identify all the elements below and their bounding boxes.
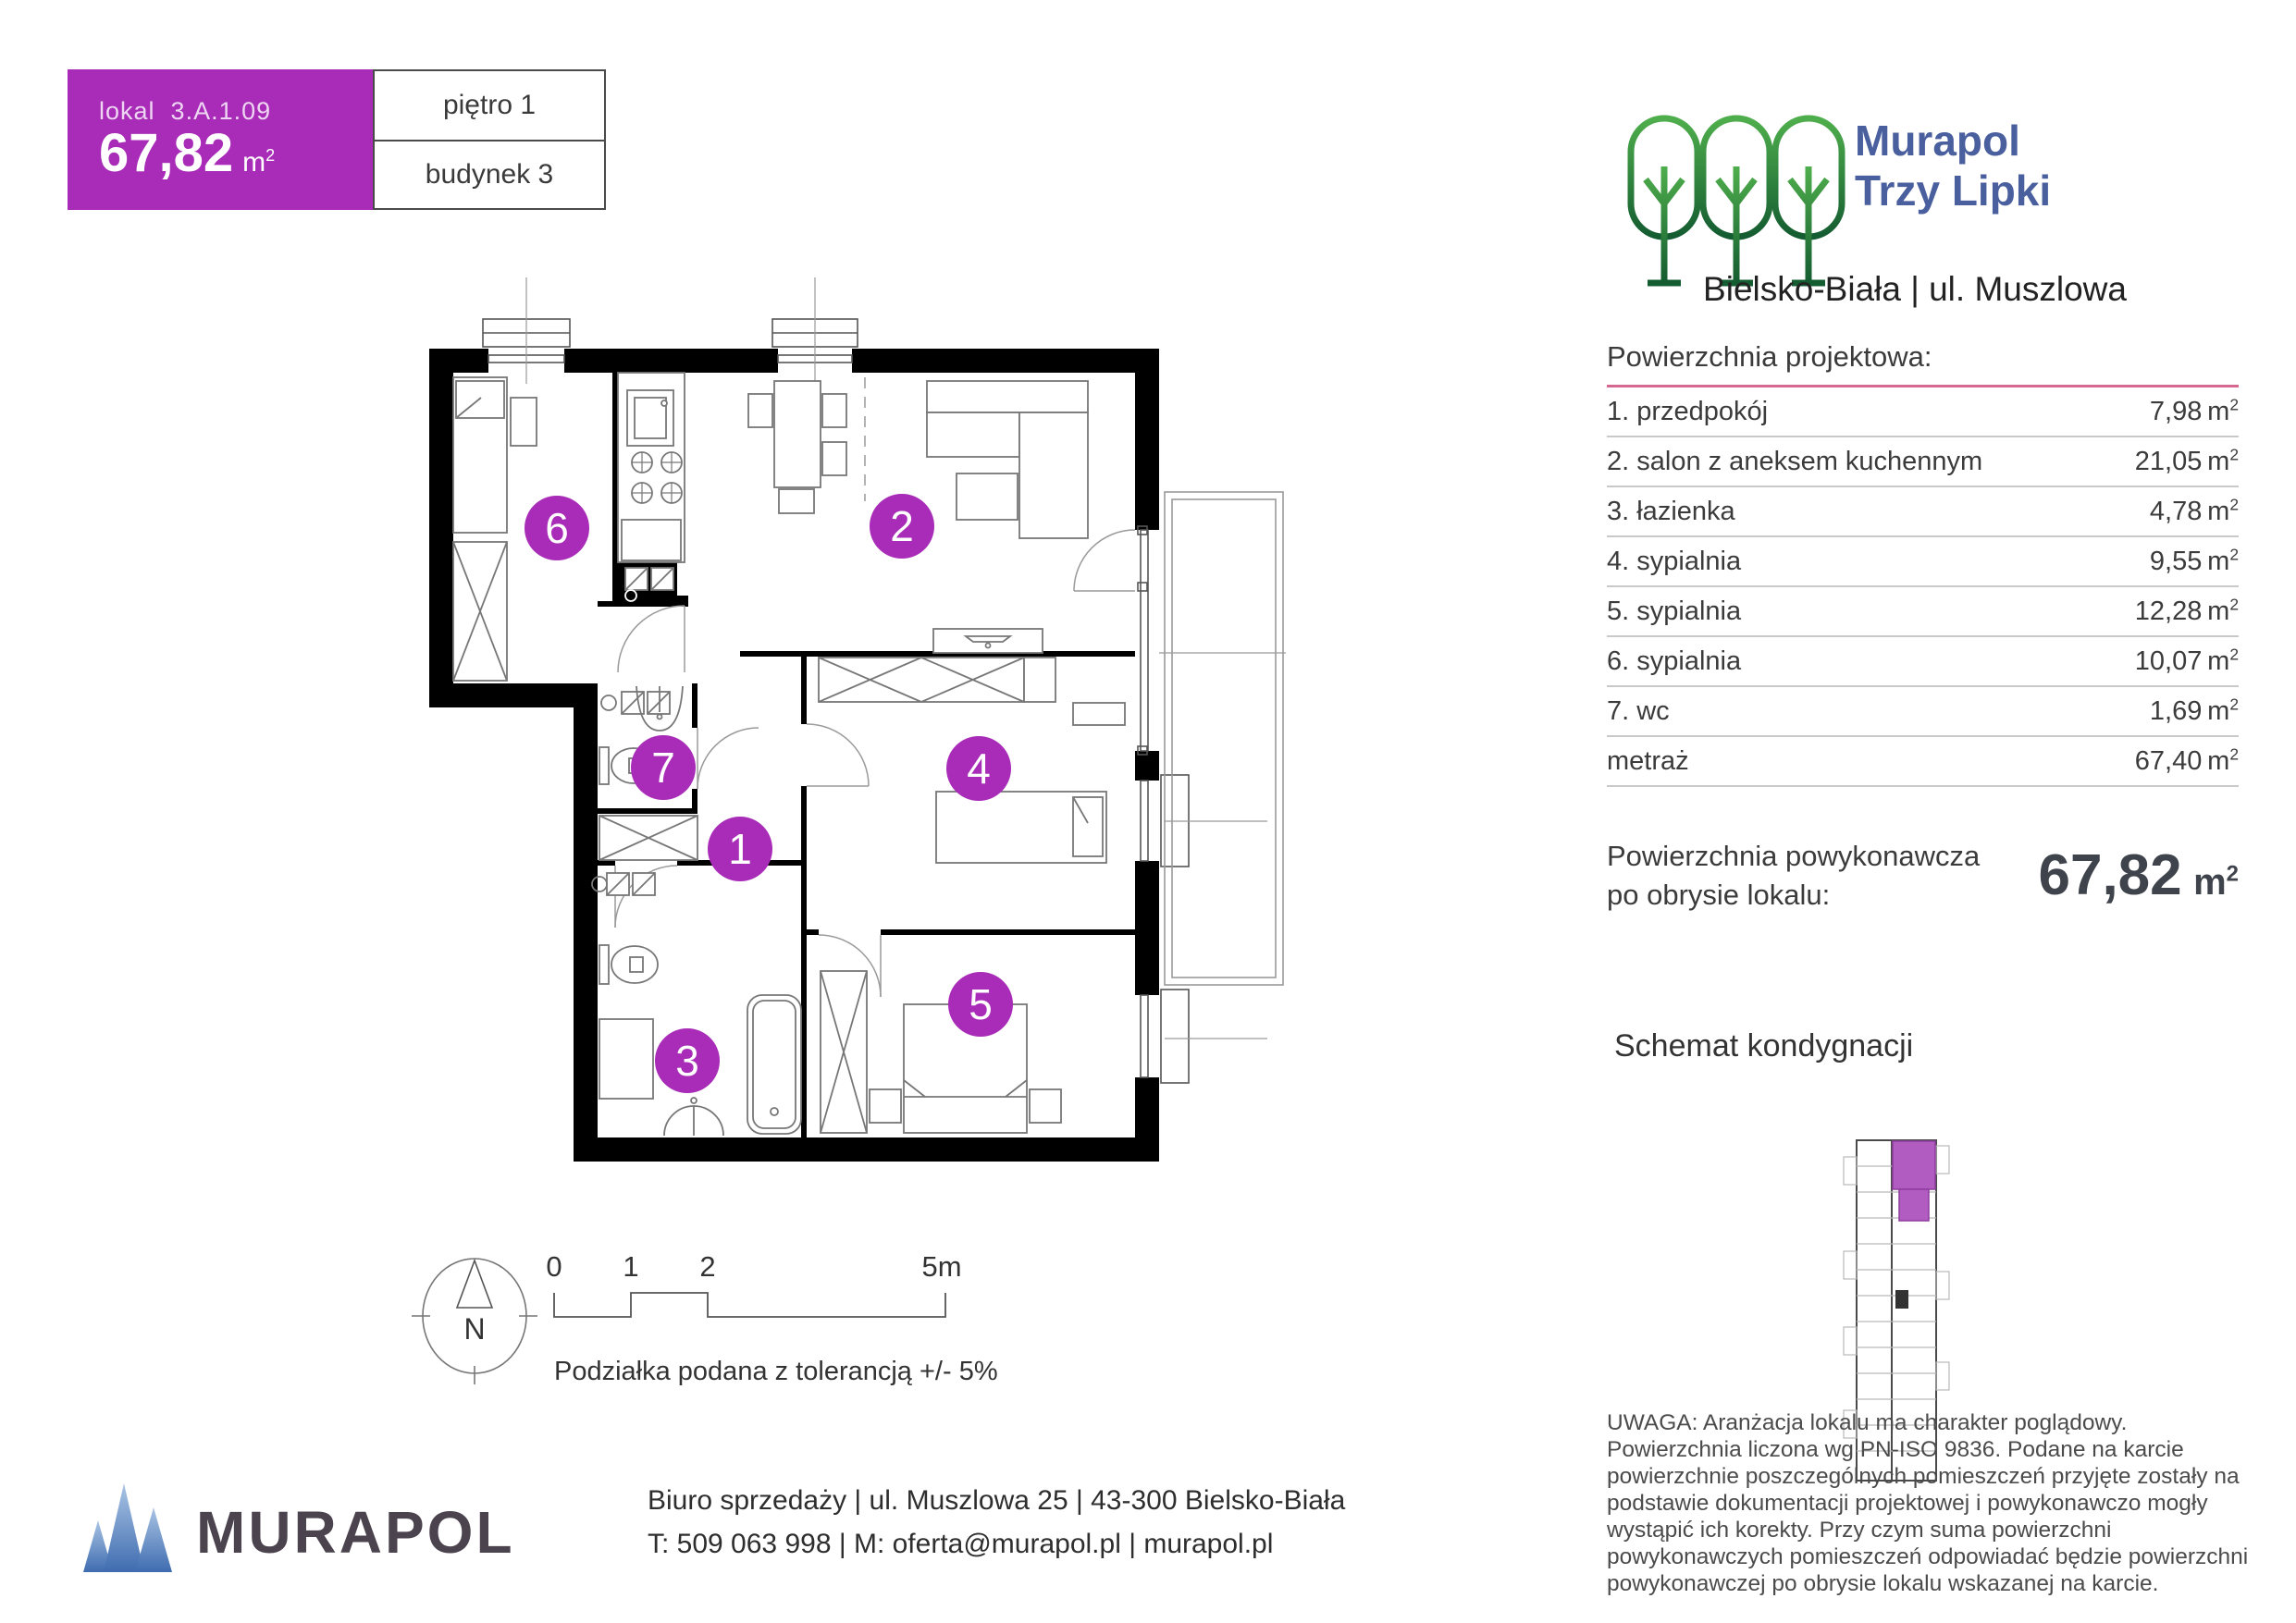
- row-label: 6. sypialnia: [1607, 646, 1742, 676]
- svg-text:0: 0: [546, 1250, 562, 1283]
- svg-text:1: 1: [728, 825, 752, 873]
- room-marker-2: [870, 494, 934, 559]
- row-value: 67,40 $m^2$: [2134, 744, 2239, 776]
- row-label: 4. sypialnia: [1607, 546, 1742, 576]
- sofa-set: [927, 381, 1088, 538]
- room-marker-7: [631, 735, 696, 800]
- brand-name: [1855, 116, 2051, 216]
- brand-name-line2: Trzy Lipki: [1855, 166, 2052, 215]
- balcony: [1165, 492, 1283, 985]
- lokal-number: 3.A.1.09: [170, 97, 272, 126]
- svg-text:3: 3: [675, 1037, 699, 1085]
- svg-text:1: 1: [623, 1250, 639, 1283]
- bedroom5-furniture: [821, 971, 1061, 1133]
- lokal-word: lokal: [99, 97, 155, 126]
- hall-wardrobe: [599, 816, 697, 860]
- schematic-title: Schemat kondygnacji: [1614, 1028, 1914, 1064]
- company-name: MURAPOL: [196, 1499, 515, 1566]
- row-value: 7,98 $m^2$: [2149, 394, 2239, 426]
- room-marker-5: [948, 972, 1013, 1037]
- sales-office-info: [648, 1480, 1345, 1566]
- table-row: [1607, 537, 2239, 587]
- table-row: [1607, 637, 2239, 687]
- svg-text:7: 7: [651, 744, 675, 792]
- row-value: 21,05 $m^2$: [2134, 444, 2239, 476]
- row-label: 5. sypialnia: [1607, 596, 1742, 626]
- room-marker-1: [708, 817, 772, 881]
- design-areas-table: [1607, 340, 2239, 787]
- row-label: 2. salon z aneksem kuchennym: [1607, 446, 1983, 476]
- bathroom-fixtures: [592, 873, 801, 1136]
- floor-cell: piętro 1: [442, 90, 537, 120]
- brand-name-line1: Murapol: [1855, 117, 2020, 165]
- areas-table-title: Powierzchnia projektowa:: [1607, 340, 1932, 373]
- tv-board: [933, 629, 1043, 653]
- table-row: [1607, 387, 2239, 437]
- svg-text:5m: 5m: [921, 1250, 962, 1283]
- row-label: 7. wc: [1607, 695, 1670, 726]
- as-built-label: [1607, 837, 1980, 915]
- table-row: [1607, 587, 2239, 637]
- disclaimer-text: UWAGA: Aranżacja lokalu ma charakter poglądowy. Powierzchnia liczona wg PN-ISO 9836. Podane na karcie powierzchnie poszczególnych pomieszczeń przyjęte zostały na podstawie dokumentacji projektowej i powykonawczo mogły wystąpić ich korekty. Przy czym suma powierzchni powykonawczych pomieszczeń odpowiadać będzie powierzchni powykonawczej po obrysie lokalu wskazanej na karcie.: [1607, 1410, 2249, 1596]
- room-marker-4: [946, 736, 1011, 801]
- as-built-label-line2: po obrysie lokalu:: [1607, 878, 1831, 911]
- room-marker-3: [655, 1028, 720, 1093]
- svg-text:2: 2: [699, 1250, 716, 1283]
- sales-office-contact: T: 509 063 998 | M: oferta@murapol.pl | murapol.pl: [648, 1528, 1274, 1559]
- unit-id-badge: [68, 69, 373, 210]
- furniture: [453, 373, 1125, 1136]
- row-value: 12,28 $m^2$: [2134, 594, 2239, 626]
- unit-id-label: [99, 97, 373, 126]
- murapol-logo-icon: [81, 1476, 188, 1580]
- svg-text:4: 4: [967, 744, 991, 793]
- building-cell: budynek 3: [375, 140, 604, 208]
- project-location: Bielsko-Biała | ul. Muszlowa: [1703, 270, 2127, 308]
- table-row: [1607, 487, 2239, 537]
- row-value: 4,78 $m^2$: [2149, 494, 2239, 526]
- unit-area-value: [99, 123, 373, 184]
- row-label: metraż: [1607, 745, 1689, 776]
- row-value: 1,69 $m^2$: [2149, 694, 2239, 726]
- row-label: 1. przedpokój: [1607, 396, 1769, 426]
- svg-text:N: N: [463, 1312, 486, 1346]
- as-built-area-block: [1607, 837, 2239, 915]
- minimap-highlighted-unit: [1893, 1141, 1935, 1221]
- row-value: 9,55 $m^2$: [2149, 544, 2239, 576]
- row-value: 10,07 $m^2$: [2134, 644, 2239, 676]
- floor-building-box: [373, 69, 606, 210]
- room-marker-6: [525, 496, 589, 560]
- table-row-total: [1607, 737, 2239, 787]
- table-row: [1607, 687, 2239, 737]
- area-unit-exp: 2: [265, 146, 276, 166]
- table-row: [1607, 437, 2239, 487]
- svg-text:6: 6: [545, 504, 569, 552]
- svg-text:2: 2: [890, 502, 914, 550]
- floor-plan: [352, 213, 1332, 1406]
- svg-text:5: 5: [969, 980, 993, 1028]
- scale-tolerance-note: Podziałka podana z tolerancją +/- 5%: [554, 1357, 998, 1386]
- bedroom6-furniture: [453, 377, 537, 681]
- area-number: 67,82: [99, 123, 234, 184]
- north-compass-icon: [412, 1259, 537, 1384]
- sales-office-address: Biuro sprzedaży | ul. Muszlowa 25 | 43-300 Bielsko-Biała: [648, 1485, 1346, 1516]
- area-unit: m: [242, 147, 266, 178]
- minimap-stairs-core: [1895, 1290, 1908, 1309]
- as-built-label-line1: Powierzchnia powykonawcza: [1607, 840, 1981, 872]
- row-label: 3. łazienka: [1607, 496, 1735, 526]
- as-built-value: 67,82 $m^2$: [2038, 843, 2239, 908]
- dining-set: [748, 381, 846, 513]
- scale-bar: [546, 1250, 997, 1386]
